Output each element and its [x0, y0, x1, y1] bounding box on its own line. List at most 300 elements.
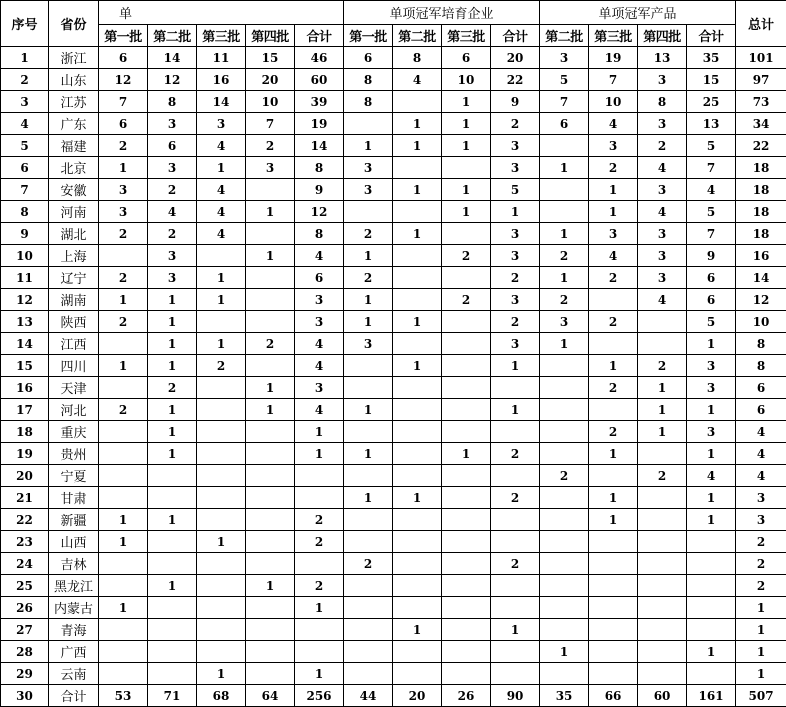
province-cell: 青海 [49, 619, 99, 641]
table-row [1, 47, 786, 69]
champion-product-cell [540, 421, 589, 443]
cultivation-enterprise-cell [442, 509, 491, 531]
header-g1-batch-4: 合计 [295, 25, 344, 47]
cultivation-enterprise-cell [442, 465, 491, 487]
table-row [1, 245, 786, 267]
champion-enterprise-cell: 14 [295, 135, 344, 157]
champion-product-cell: 3 [540, 47, 589, 69]
seq-cell: 15 [1, 355, 49, 377]
champion-enterprise-cell [246, 663, 295, 685]
cultivation-enterprise-cell: 1 [393, 223, 442, 245]
champion-product-cell [540, 575, 589, 597]
cultivation-enterprise-cell: 2 [442, 245, 491, 267]
seq-cell: 5 [1, 135, 49, 157]
cultivation-enterprise-cell: 1 [344, 443, 393, 465]
province-cell: 湖北 [49, 223, 99, 245]
champion-enterprise-cell [99, 553, 148, 575]
province-cell: 天津 [49, 377, 99, 399]
champion-product-cell: 3 [589, 223, 638, 245]
total-cell: 18 [736, 201, 786, 223]
champion-product-cell: 6 [687, 267, 736, 289]
seq-cell: 3 [1, 91, 49, 113]
cultivation-enterprise-cell: 6 [442, 47, 491, 69]
champion-enterprise-cell: 68 [197, 685, 246, 707]
seq-cell: 28 [1, 641, 49, 663]
champion-enterprise-cell: 4 [295, 399, 344, 421]
seq-cell: 11 [1, 267, 49, 289]
province-cell: 陕西 [49, 311, 99, 333]
champion-enterprise-cell [197, 641, 246, 663]
table-row [1, 113, 786, 135]
cultivation-enterprise-cell: 2 [491, 311, 540, 333]
table-row [1, 201, 786, 223]
table-row [1, 487, 786, 509]
champion-enterprise-cell [99, 333, 148, 355]
champion-enterprise-cell [295, 553, 344, 575]
cultivation-enterprise-cell [393, 377, 442, 399]
champion-enterprise-cell [246, 267, 295, 289]
cultivation-enterprise-cell [491, 421, 540, 443]
champion-product-cell [638, 333, 687, 355]
total-cell: 14 [736, 267, 786, 289]
cultivation-enterprise-cell [491, 377, 540, 399]
champion-enterprise-cell: 7 [99, 91, 148, 113]
champion-enterprise-cell [148, 553, 197, 575]
champion-enterprise-cell [99, 619, 148, 641]
champion-enterprise-cell: 1 [197, 157, 246, 179]
province-cell: 甘肃 [49, 487, 99, 509]
table-row [1, 91, 786, 113]
champion-enterprise-cell: 1 [148, 443, 197, 465]
seq-cell: 18 [1, 421, 49, 443]
cultivation-enterprise-cell [393, 597, 442, 619]
champion-enterprise-cell: 1 [148, 575, 197, 597]
champion-enterprise-cell: 1 [99, 509, 148, 531]
cultivation-enterprise-cell [491, 641, 540, 663]
province-cell: 云南 [49, 663, 99, 685]
champion-enterprise-cell: 46 [295, 47, 344, 69]
champion-product-cell: 2 [589, 311, 638, 333]
cultivation-enterprise-cell: 2 [491, 487, 540, 509]
champion-product-cell: 9 [687, 245, 736, 267]
champion-enterprise-cell [197, 443, 246, 465]
champion-product-cell [687, 575, 736, 597]
champion-product-cell: 1 [540, 333, 589, 355]
champion-enterprise-cell [197, 619, 246, 641]
cultivation-enterprise-cell [393, 333, 442, 355]
champion-product-cell: 3 [540, 311, 589, 333]
champion-enterprise-cell: 8 [295, 223, 344, 245]
cultivation-enterprise-cell: 1 [491, 355, 540, 377]
header-g2-batch-2: 第三批 [442, 25, 491, 47]
champion-enterprise-cell: 2 [99, 311, 148, 333]
champion-product-cell: 1 [638, 421, 687, 443]
champion-product-cell [638, 641, 687, 663]
champion-enterprise-cell [197, 575, 246, 597]
cultivation-enterprise-cell: 1 [393, 619, 442, 641]
champion-enterprise-cell: 2 [99, 267, 148, 289]
champion-product-cell: 3 [638, 223, 687, 245]
cultivation-enterprise-cell [491, 597, 540, 619]
header-g3-batch-1: 第三批 [589, 25, 638, 47]
champion-product-cell: 4 [589, 245, 638, 267]
cultivation-enterprise-cell: 3 [344, 179, 393, 201]
total-cell: 4 [736, 443, 786, 465]
cultivation-enterprise-cell: 3 [491, 289, 540, 311]
champion-product-cell: 1 [638, 399, 687, 421]
cultivation-enterprise-cell [344, 355, 393, 377]
cultivation-enterprise-cell [393, 157, 442, 179]
champion-enterprise-cell: 2 [99, 223, 148, 245]
champion-enterprise-cell [197, 245, 246, 267]
champion-enterprise-cell [99, 487, 148, 509]
header-group-cultivation-enterprise: 单项冠军培育企业 [344, 1, 540, 25]
champion-enterprise-cell [246, 465, 295, 487]
total-cell: 97 [736, 69, 786, 91]
champion-product-cell: 2 [589, 421, 638, 443]
header-group-champion-enterprise: 单 [99, 1, 344, 25]
champion-product-cell: 2 [540, 289, 589, 311]
champion-enterprise-cell [197, 421, 246, 443]
cultivation-enterprise-cell: 1 [442, 135, 491, 157]
champion-enterprise-cell: 1 [246, 575, 295, 597]
cultivation-enterprise-cell [344, 641, 393, 663]
champion-enterprise-cell: 3 [295, 311, 344, 333]
champion-enterprise-cell: 64 [246, 685, 295, 707]
champion-enterprise-cell [295, 619, 344, 641]
champion-product-cell [589, 531, 638, 553]
champion-product-cell: 1 [687, 509, 736, 531]
cultivation-enterprise-cell [393, 553, 442, 575]
champion-enterprise-cell [148, 641, 197, 663]
champion-enterprise-cell: 3 [99, 201, 148, 223]
header-g2-batch-0: 第一批 [344, 25, 393, 47]
cultivation-enterprise-cell: 2 [491, 443, 540, 465]
cultivation-enterprise-cell [393, 245, 442, 267]
champion-product-cell: 3 [638, 113, 687, 135]
total-cell: 8 [736, 333, 786, 355]
cultivation-enterprise-cell: 3 [344, 157, 393, 179]
table-body [1, 47, 786, 707]
champion-enterprise-cell: 2 [148, 223, 197, 245]
champion-enterprise-cell [197, 487, 246, 509]
cultivation-enterprise-cell: 4 [393, 69, 442, 91]
header-g1-batch-3: 第四批 [246, 25, 295, 47]
champion-product-cell [540, 443, 589, 465]
total-cell: 73 [736, 91, 786, 113]
cultivation-enterprise-cell: 8 [344, 91, 393, 113]
champion-enterprise-cell [197, 377, 246, 399]
table-row [1, 355, 786, 377]
champion-enterprise-cell: 1 [99, 157, 148, 179]
total-cell: 34 [736, 113, 786, 135]
cultivation-enterprise-cell: 1 [393, 355, 442, 377]
cultivation-enterprise-cell: 3 [491, 135, 540, 157]
cultivation-enterprise-cell: 20 [491, 47, 540, 69]
header-g3-batch-2: 第四批 [638, 25, 687, 47]
total-cell: 22 [736, 135, 786, 157]
seq-cell: 13 [1, 311, 49, 333]
cultivation-enterprise-cell: 1 [393, 113, 442, 135]
champion-enterprise-cell: 3 [295, 377, 344, 399]
cultivation-enterprise-cell: 5 [491, 179, 540, 201]
champion-product-cell [540, 597, 589, 619]
cultivation-enterprise-cell: 22 [491, 69, 540, 91]
champion-product-cell [687, 553, 736, 575]
champion-product-cell [638, 597, 687, 619]
champion-product-cell: 5 [687, 135, 736, 157]
cultivation-enterprise-cell [344, 377, 393, 399]
champion-enterprise-cell [99, 663, 148, 685]
cultivation-enterprise-cell [344, 575, 393, 597]
champion-enterprise-cell: 9 [295, 179, 344, 201]
champion-product-cell: 2 [638, 465, 687, 487]
champion-enterprise-cell [246, 443, 295, 465]
cultivation-enterprise-cell: 1 [393, 135, 442, 157]
champion-enterprise-cell [295, 465, 344, 487]
champion-enterprise-cell: 4 [197, 223, 246, 245]
table-row [1, 421, 786, 443]
champion-product-cell: 8 [638, 91, 687, 113]
cultivation-enterprise-cell [393, 531, 442, 553]
champion-product-cell: 35 [687, 47, 736, 69]
province-cell: 河南 [49, 201, 99, 223]
seq-cell: 14 [1, 333, 49, 355]
total-cell: 18 [736, 223, 786, 245]
champion-enterprise-cell [148, 597, 197, 619]
province-cell: 广东 [49, 113, 99, 135]
champion-product-cell: 4 [589, 113, 638, 135]
cultivation-enterprise-cell [442, 355, 491, 377]
champion-product-cell: 7 [540, 91, 589, 113]
champion-enterprise-cell: 1 [295, 443, 344, 465]
table-row [1, 575, 786, 597]
cultivation-enterprise-cell [442, 619, 491, 641]
table-row [1, 597, 786, 619]
champion-enterprise-cell: 10 [246, 91, 295, 113]
champion-enterprise-cell: 2 [148, 179, 197, 201]
champion-product-cell: 7 [589, 69, 638, 91]
header-g2-batch-3: 合计 [491, 25, 540, 47]
table-row [1, 531, 786, 553]
table-row [1, 69, 786, 91]
cultivation-enterprise-cell [442, 597, 491, 619]
champion-product-cell: 1 [589, 509, 638, 531]
champion-enterprise-cell: 2 [148, 377, 197, 399]
champion-enterprise-cell: 1 [99, 531, 148, 553]
total-cell: 4 [736, 465, 786, 487]
cultivation-enterprise-cell: 3 [491, 333, 540, 355]
champion-enterprise-cell: 1 [197, 663, 246, 685]
champion-product-cell: 4 [638, 157, 687, 179]
champion-enterprise-cell: 3 [148, 245, 197, 267]
table-row [1, 553, 786, 575]
cultivation-enterprise-cell [344, 509, 393, 531]
cultivation-enterprise-cell: 1 [393, 487, 442, 509]
champion-enterprise-cell [99, 465, 148, 487]
champion-enterprise-cell: 1 [99, 355, 148, 377]
province-cell: 辽宁 [49, 267, 99, 289]
champion-product-cell: 1 [589, 201, 638, 223]
total-cell: 507 [736, 685, 786, 707]
champion-enterprise-cell: 4 [197, 201, 246, 223]
cultivation-enterprise-cell: 1 [344, 135, 393, 157]
champion-product-cell: 3 [638, 245, 687, 267]
champion-product-cell [638, 553, 687, 575]
champion-enterprise-cell: 19 [295, 113, 344, 135]
champion-product-cell [687, 597, 736, 619]
cultivation-enterprise-cell: 44 [344, 685, 393, 707]
cultivation-enterprise-cell [442, 311, 491, 333]
champion-enterprise-cell: 1 [295, 663, 344, 685]
champion-enterprise-cell [148, 619, 197, 641]
cultivation-enterprise-cell: 2 [344, 553, 393, 575]
champion-enterprise-cell: 1 [246, 399, 295, 421]
champion-enterprise-cell: 1 [197, 531, 246, 553]
cultivation-enterprise-cell [393, 663, 442, 685]
province-cell: 北京 [49, 157, 99, 179]
cultivation-enterprise-cell: 9 [491, 91, 540, 113]
champion-enterprise-cell: 2 [99, 399, 148, 421]
champion-product-cell [589, 619, 638, 641]
table-row [1, 399, 786, 421]
total-cell: 18 [736, 157, 786, 179]
champion-enterprise-cell: 2 [295, 531, 344, 553]
cultivation-enterprise-cell [491, 663, 540, 685]
cultivation-enterprise-cell: 3 [491, 223, 540, 245]
champion-enterprise-cell: 71 [148, 685, 197, 707]
champion-product-cell: 1 [589, 443, 638, 465]
province-cell: 吉林 [49, 553, 99, 575]
province-cell: 重庆 [49, 421, 99, 443]
total-cell: 1 [736, 619, 786, 641]
champion-product-cell: 2 [589, 267, 638, 289]
champion-enterprise-cell: 4 [197, 179, 246, 201]
champion-enterprise-cell: 4 [295, 355, 344, 377]
champion-enterprise-cell: 2 [246, 333, 295, 355]
champion-product-cell [589, 663, 638, 685]
champion-product-cell: 7 [687, 223, 736, 245]
cultivation-enterprise-cell: 26 [442, 685, 491, 707]
champion-enterprise-cell [246, 223, 295, 245]
cultivation-enterprise-cell [393, 91, 442, 113]
champion-enterprise-cell [295, 641, 344, 663]
champion-enterprise-cell [197, 509, 246, 531]
champion-enterprise-cell: 3 [148, 157, 197, 179]
champion-enterprise-cell [295, 487, 344, 509]
champion-enterprise-cell: 1 [148, 333, 197, 355]
cultivation-enterprise-cell: 1 [393, 179, 442, 201]
cultivation-enterprise-cell [393, 399, 442, 421]
header-province: 省份 [49, 1, 99, 47]
cultivation-enterprise-cell: 1 [344, 487, 393, 509]
champion-product-cell: 1 [687, 333, 736, 355]
cultivation-enterprise-cell [442, 157, 491, 179]
cultivation-enterprise-cell: 1 [442, 443, 491, 465]
champion-product-cell: 1 [589, 487, 638, 509]
cultivation-enterprise-cell [344, 421, 393, 443]
champion-product-cell: 35 [540, 685, 589, 707]
champion-enterprise-cell [197, 399, 246, 421]
seq-cell: 26 [1, 597, 49, 619]
champion-product-cell [589, 333, 638, 355]
champion-enterprise-cell [246, 487, 295, 509]
champion-product-cell: 6 [540, 113, 589, 135]
champion-product-cell: 3 [638, 179, 687, 201]
champion-enterprise-cell: 4 [148, 201, 197, 223]
cultivation-enterprise-cell [442, 575, 491, 597]
cultivation-enterprise-cell: 8 [393, 47, 442, 69]
champion-product-cell [540, 619, 589, 641]
champion-enterprise-cell [246, 311, 295, 333]
total-cell: 6 [736, 377, 786, 399]
table-row [1, 641, 786, 663]
table-row [1, 377, 786, 399]
seq-cell: 24 [1, 553, 49, 575]
champion-enterprise-cell: 53 [99, 685, 148, 707]
champion-product-cell [638, 311, 687, 333]
champion-product-cell [638, 443, 687, 465]
seq-cell: 23 [1, 531, 49, 553]
champion-product-cell [638, 619, 687, 641]
cultivation-enterprise-cell: 2 [491, 113, 540, 135]
champion-product-cell: 1 [687, 443, 736, 465]
total-cell: 10 [736, 311, 786, 333]
champion-product-cell [638, 575, 687, 597]
champion-product-cell: 1 [638, 377, 687, 399]
province-cell: 湖南 [49, 289, 99, 311]
champion-enterprise-cell: 15 [246, 47, 295, 69]
champion-product-cell [589, 465, 638, 487]
champion-product-cell: 6 [687, 289, 736, 311]
table-row [1, 465, 786, 487]
champion-enterprise-cell [99, 443, 148, 465]
champion-product-cell: 4 [687, 465, 736, 487]
province-cell: 山东 [49, 69, 99, 91]
total-cell: 1 [736, 663, 786, 685]
total-cell: 1 [736, 597, 786, 619]
champion-enterprise-cell: 2 [197, 355, 246, 377]
champion-enterprise-cell: 4 [295, 333, 344, 355]
province-cell: 河北 [49, 399, 99, 421]
total-cell: 4 [736, 421, 786, 443]
champion-product-cell: 2 [540, 245, 589, 267]
champion-enterprise-cell: 16 [197, 69, 246, 91]
cultivation-enterprise-cell [393, 575, 442, 597]
province-cell: 江西 [49, 333, 99, 355]
champion-product-cell [540, 201, 589, 223]
champion-enterprise-cell [99, 575, 148, 597]
champion-enterprise-cell: 1 [99, 289, 148, 311]
table-row [1, 333, 786, 355]
cultivation-enterprise-cell [393, 421, 442, 443]
cultivation-enterprise-cell: 1 [344, 289, 393, 311]
cultivation-enterprise-cell [393, 201, 442, 223]
champion-product-cell: 1 [687, 641, 736, 663]
cultivation-enterprise-cell: 1 [491, 619, 540, 641]
header-g2-batch-1: 第二批 [393, 25, 442, 47]
total-cell: 18 [736, 179, 786, 201]
cultivation-enterprise-cell: 1 [344, 399, 393, 421]
champion-product-cell: 66 [589, 685, 638, 707]
champion-enterprise-cell: 8 [148, 91, 197, 113]
champion-enterprise-cell [99, 641, 148, 663]
cultivation-enterprise-cell [442, 377, 491, 399]
champion-product-cell: 13 [638, 47, 687, 69]
province-cell: 黑龙江 [49, 575, 99, 597]
champion-enterprise-cell [197, 465, 246, 487]
cultivation-enterprise-cell: 3 [491, 245, 540, 267]
